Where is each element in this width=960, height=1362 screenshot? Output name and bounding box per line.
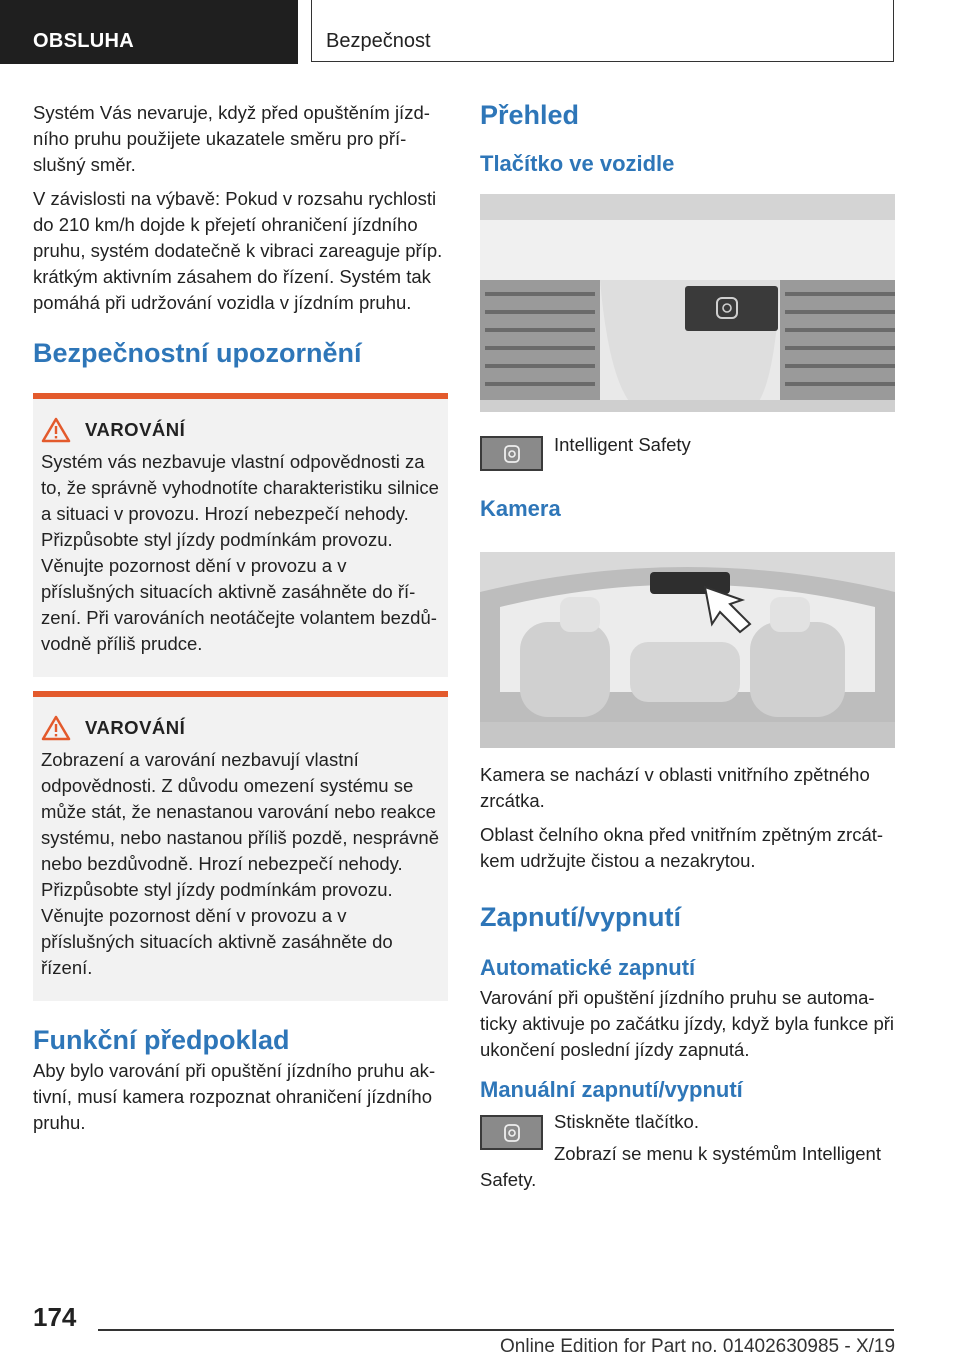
manual-paragraph-2: Zobrazí se menu k systémům Intelligent Safety.	[480, 1143, 881, 1190]
dashboard-illustration	[480, 194, 895, 412]
manual-paragraph-1: Stiskněte tlačítko.	[554, 1111, 699, 1132]
interior-illustration	[480, 552, 895, 748]
button-photo	[480, 194, 895, 412]
button-heading: Tlačítko ve vozidle	[480, 151, 675, 176]
auto-text: Varování při opuštění jízdního pruhu se automaticky aktivuje po začátku jízdy, když byla funkce při ukončení poslední jízdy zapnutá.	[480, 987, 895, 1060]
camera-heading: Kamera	[480, 496, 561, 521]
intelligent-safety-icon	[502, 1123, 522, 1143]
warning-triangle-icon	[41, 715, 71, 741]
warning-box-2	[33, 691, 448, 1001]
button-legend	[480, 432, 895, 482]
func-text: Aby bylo varování při opuštění jízdního pruhu aktivní, musí kamera rozpoznat ohraničení jízdního pruhu.	[33, 1060, 436, 1133]
footer-divider	[98, 1329, 894, 1331]
right-column	[480, 100, 895, 1201]
intelligent-safety-icon	[502, 444, 522, 464]
warning-box-1	[33, 393, 448, 677]
camera-paragraph-1: Kamera se nachází v oblasti vnitřního zpětného zrcátka.	[480, 764, 870, 811]
left-column	[33, 100, 448, 1144]
header-chapter-tab	[311, 0, 894, 62]
header-section-tab	[0, 0, 298, 64]
manual-heading: Manuální zapnutí/vypnutí	[480, 1077, 743, 1102]
manual-block	[480, 1109, 895, 1193]
func-heading: Funkční předpoklad	[33, 1025, 290, 1055]
safety-heading: Bezpečnostní upozornění	[33, 338, 362, 368]
warning-1-title: VAROVÁNÍ	[85, 419, 186, 440]
intro-paragraph-1: Systém Vás nevaruje, když před opuštěním jízdního pruhu použijete ukazatele směru pro příslušný směr.	[33, 102, 430, 175]
camera-paragraph-2: Oblast čelního okna před vnitřním zpětným zrcátkem udržujte čistou a nezakrytou.	[480, 824, 884, 871]
header-section-title: OBSLUHA	[33, 30, 134, 52]
footer-edition: Online Edition for Part no. 01402630985 - X/19	[500, 1336, 896, 1357]
intro-paragraph-2: V závislosti na výbavě: Pokud v rozsahu rychlosti do 210 km/h dojde k přejetí ohraničení jízdního pruhu, systém dodatečně k vibraci zareaguje příp. krátkým aktivním zásahem do řízení. Systém tak pomáhá při udržování vozidla v jízdním pruhu.	[33, 188, 443, 313]
warning-2-title-row	[41, 715, 440, 741]
intelligent-safety-button	[480, 1115, 543, 1150]
camera-photo	[480, 552, 895, 748]
header-chapter-title: Bezpečnost	[326, 30, 431, 52]
overview-heading: Přehled	[480, 100, 580, 130]
button-label: Intelligent Safety	[554, 434, 691, 455]
warning-1-title-row	[41, 417, 440, 443]
page-number: 174	[33, 1302, 77, 1332]
warning-triangle-icon	[41, 417, 71, 443]
auto-heading: Automatické zapnutí	[480, 955, 696, 980]
intelligent-safety-button	[480, 436, 543, 471]
warning-2-text: Zobrazení a varování nezbavují vlastní odpovědnosti. Z důvodu omezení systému se může stát, že nenastanou varování nebo reakce systému, nebo nastanou příliš pozdě, nesprávně nebo bezdůvodně. Hrozí nebezpečí nehody. Přizpůsobte styl jízdy podmínkám provozu. Věnujte pozornost dění v provozu a v příslušných situacích aktivně zasáhněte do řízení.	[41, 749, 439, 978]
onoff-heading: Zapnutí/vypnutí	[480, 902, 681, 932]
warning-1-text: Systém vás nezbavuje vlastní odpovědnosti za to, že správně vyhodnotíte charakteristiku silnice a situaci v provozu. Hrozí nebezpečí nehody. Přizpůsobte styl jízdy podmínkám provozu. Věnujte pozornost dění v provozu a v příslušných situacích aktivně zasáhněte do řízení. Při varováních neotáčejte volantem bezdůvodně příliš prudce.	[41, 451, 439, 654]
warning-2-title: VAROVÁNÍ	[85, 717, 186, 738]
